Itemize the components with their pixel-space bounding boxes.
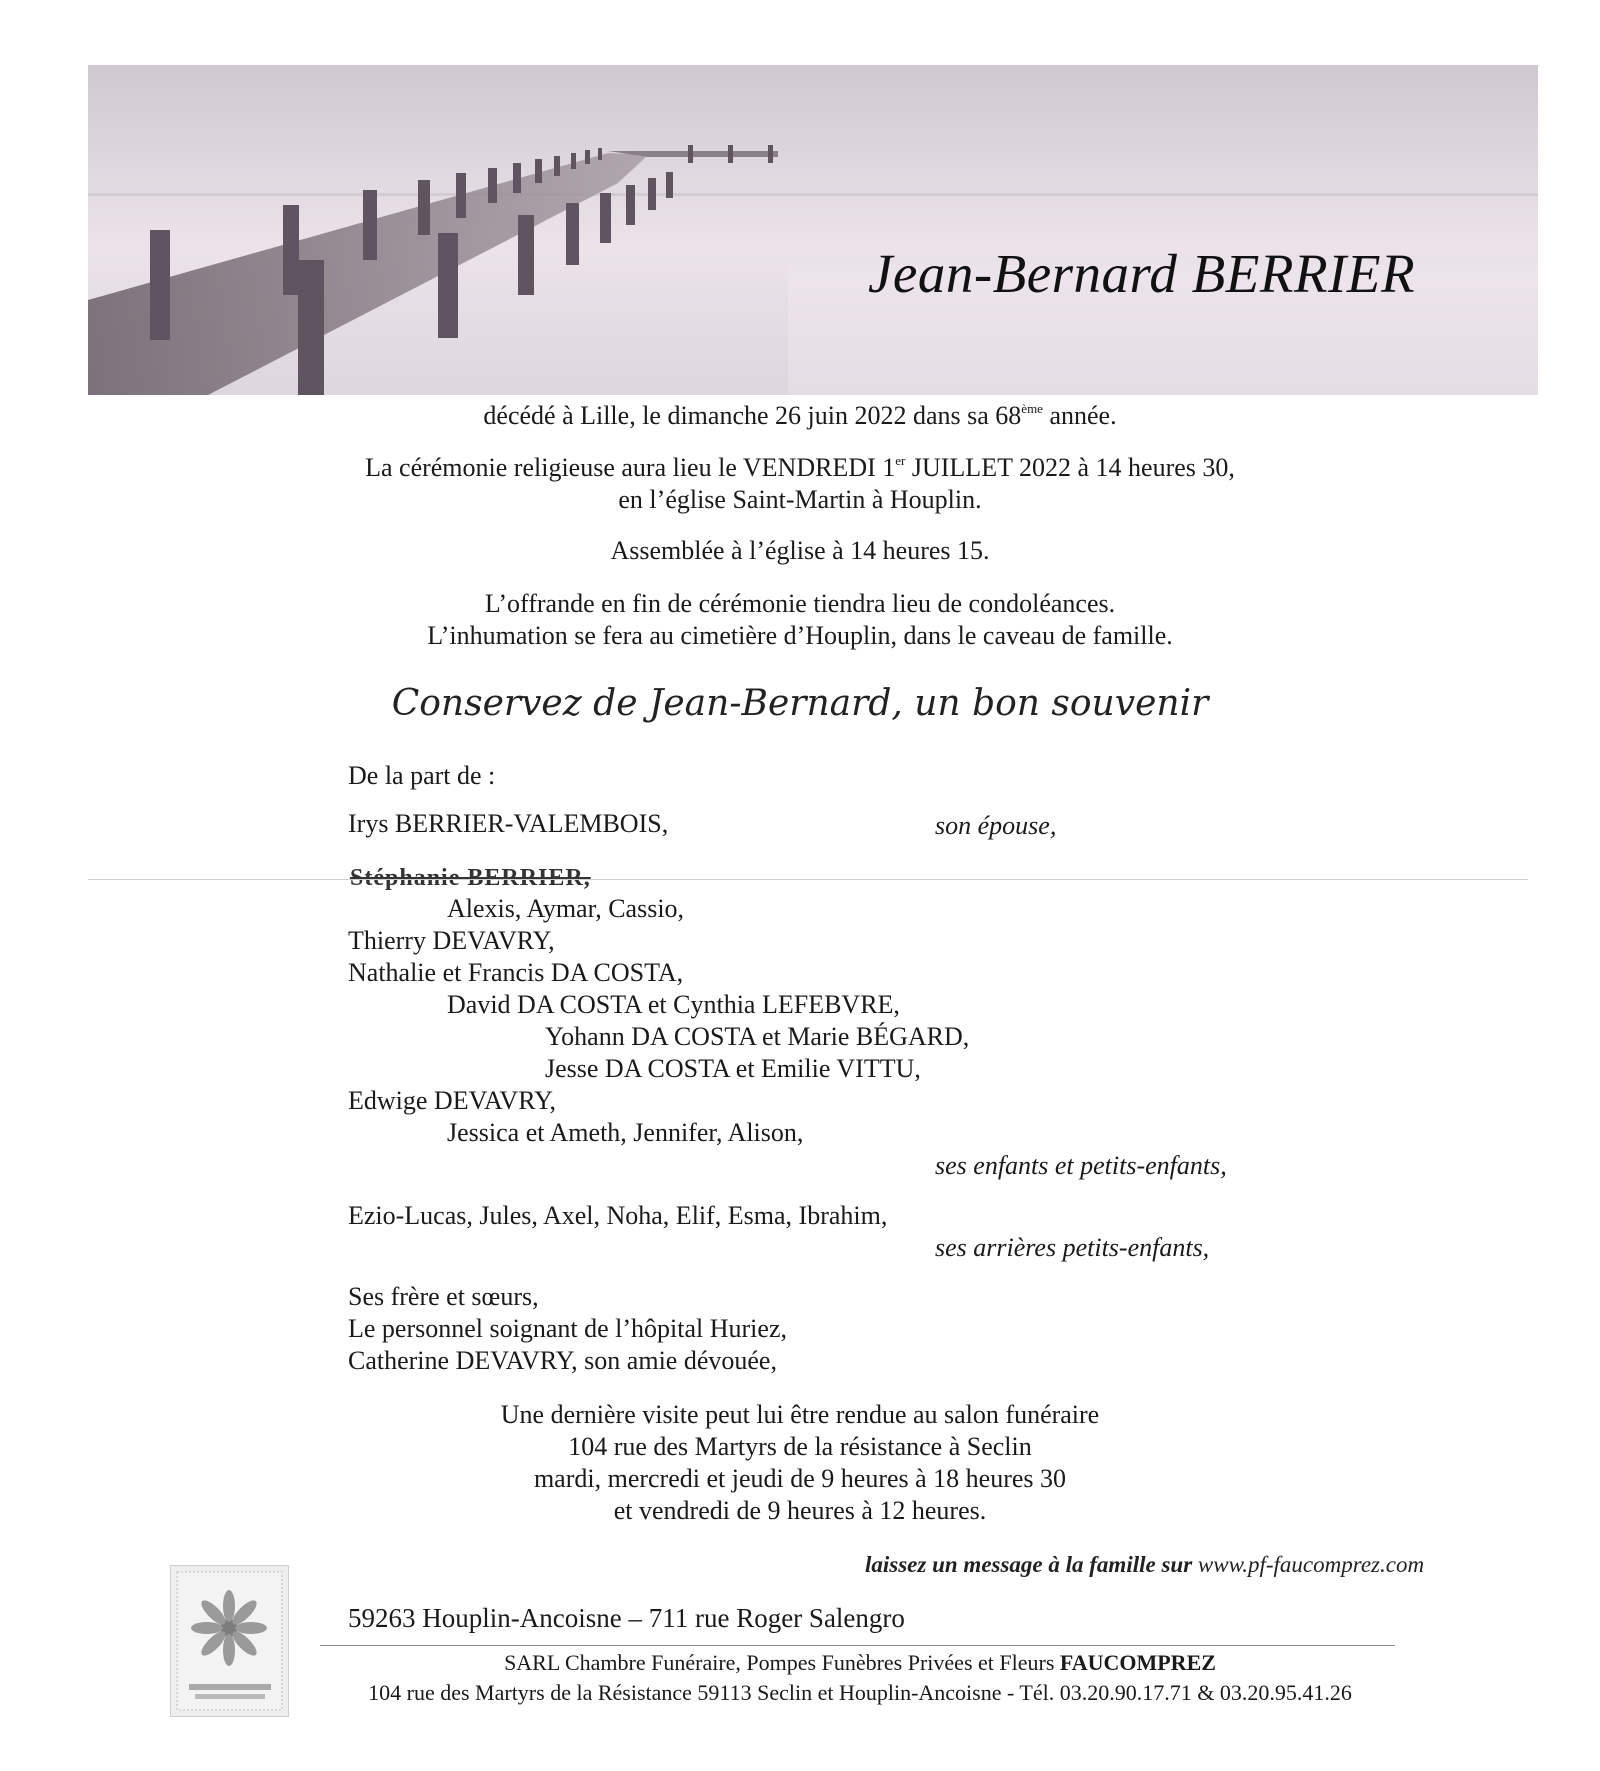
ceremony-notice [0,452,1600,516]
death-text: décédé à Lille, le dimanche 26 juin 2022 dans sa 68 [483,401,1022,430]
staff-line: Le personnel soignant de l’hôpital Huriez, [348,1314,787,1343]
fold-line [88,879,1528,880]
death-notice [0,400,1600,432]
family-line: Jessica et Ameth, Jennifer, Alison, [447,1118,804,1147]
banner-image [88,65,1538,395]
ceremony-sup: er [895,453,906,468]
death-text-end: année. [1042,401,1117,430]
company-name: FAUCOMPREZ [1059,1650,1216,1675]
visit-line: 104 rue des Martyrs de la résistance à Seclin [568,1432,1032,1461]
burial-text: L’inhumation se fera au cimetière d’Houplin, dans le caveau de famille. [427,621,1173,650]
family-line: Thierry DEVAVRY, [348,926,555,955]
great-grandchildren-role: ses arrières petits-enfants, [935,1233,1210,1262]
friend-line: Catherine DEVAVRY, son amie dévouée, [348,1346,777,1375]
website-message [865,1552,1424,1578]
offering-burial-notice [0,588,1600,652]
family-line: David DA COSTA et Cynthia LEFEBVRE, [447,990,900,1019]
visit-notice [0,1399,1600,1527]
footer-divider [320,1645,1395,1646]
family-line: Edwige DEVAVRY, [348,1086,557,1115]
pier-illustration [88,65,1538,395]
family-intro: De la part de : [348,761,496,790]
ceremony-text: La cérémonie religieuse aura lieu le VENDREDI 1 [365,453,896,482]
assembly-notice: Assemblée à l’église à 14 heures 15. [610,536,990,565]
family-line: Yohann DA COSTA et Marie BÉGARD, [545,1022,970,1051]
ceremony-text-end: JUILLET 2022 à 14 heures 30, [905,453,1235,482]
offering-text: L’offrande en fin de cérémonie tiendra lieu de condoléances. [484,589,1116,618]
website-link[interactable]: www.pf-faucomprez.com [1197,1552,1425,1577]
ceremony-place: en l’église Saint-Martin à Houplin. [618,485,982,514]
family-line: Jesse DA COSTA et Emilie VITTU, [545,1054,921,1083]
visit-line: mardi, mercredi et jeudi de 9 heures à 18 heures 30 [533,1464,1067,1493]
script-line: Conservez de Jean-Bernard, un bon souvenir [391,683,1209,724]
family-line: Nathalie et Francis DA COSTA, [348,958,684,987]
spouse-name: Irys BERRIER-VALEMBOIS, [348,809,669,838]
visit-line: et vendredi de 9 heures à 12 heures. [613,1496,987,1525]
company-contact: 104 rue des Martyrs de la Résistance 59113 Seclin et Houplin-Ancoisne - Tél. 03.20.90.17.71 & 03.20.95.41.26 [368,1680,1352,1705]
deceased-name: Jean-Bernard BERRIER [868,243,1416,304]
website-prefix: laissez un message à la famille sur [865,1552,1198,1577]
spouse-role: son épouse, [935,811,1057,840]
great-grandchildren: Ezio-Lucas, Jules, Axel, Noha, Elif, Esma, Ibrahim, [348,1201,888,1230]
death-sup: ème [1021,401,1043,416]
company-prefix: SARL Chambre Funéraire, Pompes Funèbres Privées et Fleurs [504,1650,1060,1675]
visit-line: Une dernière visite peut lui être rendue au salon funéraire [500,1400,1100,1429]
children-role: ses enfants et petits-enfants, [935,1151,1227,1180]
family-line: Alexis, Aymar, Cassio, [447,894,685,923]
siblings-line: Ses frère et sœurs, [348,1282,539,1311]
footer-address: 59263 Houplin-Ancoisne – 711 rue Roger Salengro [348,1603,905,1633]
company-line [0,1650,1600,1676]
struck-name: Stéphanie BERRIER, [350,865,591,891]
